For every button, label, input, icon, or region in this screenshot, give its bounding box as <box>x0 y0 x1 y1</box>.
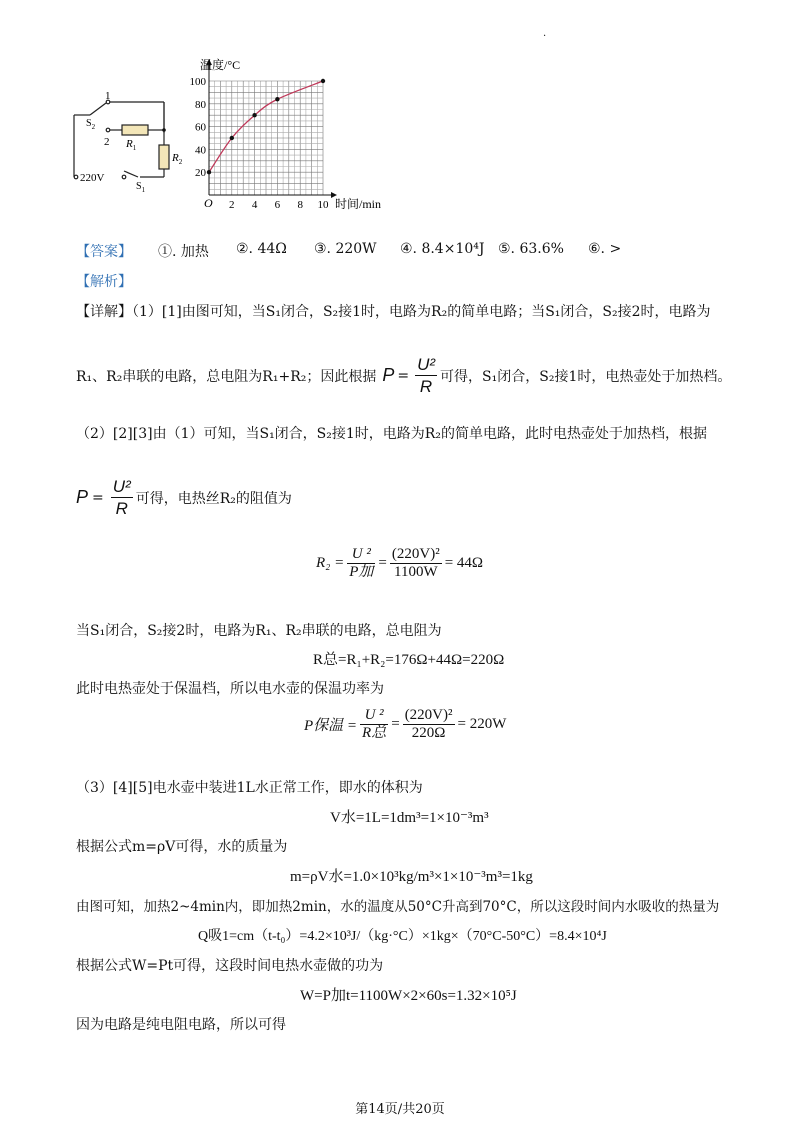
chart-data-point <box>321 79 325 83</box>
answer-item-1: ①. 加热 <box>158 244 209 260</box>
eq3-num-2: (220V)² <box>404 707 453 723</box>
detail-p1b-pre: R₁、R₂串联的电路，总电阻为R₁+R₂；因此根据 <box>76 368 377 385</box>
detail-p1b-post: 可得，S₁闭合，S₂接1时，电热壶处于加热档。 <box>440 368 732 385</box>
circuit-label-s2: $S_2$ <box>86 118 96 131</box>
y-tick-label: 100 <box>190 76 206 88</box>
chart-y-axis-label: 温度/°C <box>200 58 241 72</box>
formula-den-2: R <box>115 499 128 518</box>
eq1-den-1: P加 <box>349 564 374 580</box>
chart-data-point <box>230 136 234 140</box>
chart-grid <box>209 81 323 195</box>
answer-item-5: ⑤. 63.6% <box>498 241 564 257</box>
equation-volume: V水=1L=1dm³=1×10⁻³m³ <box>330 810 489 826</box>
chart-data-point <box>252 113 256 117</box>
y-tick-label: 60 <box>195 121 206 134</box>
detail-p8: 根据公式W=Pt可得，这段时间电热水壶做的功为 <box>76 958 384 974</box>
corner-dot: . <box>543 28 547 39</box>
chart-data-point <box>207 170 211 174</box>
chart-data-point <box>275 97 279 101</box>
x-tick-label: 2 <box>229 199 235 211</box>
formula-eq: = <box>397 367 410 384</box>
eq1-num-1: U ² <box>347 546 375 564</box>
formula-p-2: P <box>76 487 89 507</box>
equation-pkeep <box>304 707 506 742</box>
equation-work: W=P加t=1100W×2×60s=1.32×10⁵J <box>300 988 517 1004</box>
y-tick-label: 40 <box>195 144 206 157</box>
formula-fraction-2 <box>111 476 133 519</box>
detail-p9: 因为电路是纯电阻电路，所以可得 <box>76 1017 286 1033</box>
x-tick-label: 4 <box>251 199 258 211</box>
eq3-den-2: 220Ω <box>411 725 446 741</box>
eq1-den-2: 1100W <box>394 564 438 580</box>
detail-p3: 当S₁闭合，S₂接2时，电路为R₁、R₂串联的电路，总电阻为 <box>76 623 442 639</box>
y-tick-label: 20 <box>195 167 206 180</box>
circuit-label-1: 1 <box>105 90 111 102</box>
answer-label: 【答案】 <box>76 244 132 260</box>
circuit-label-2: 2 <box>104 136 110 148</box>
analysis-label: 【解析】 <box>76 274 132 290</box>
equation-r2 <box>316 546 483 581</box>
eq1-rhs: = 44Ω <box>444 555 484 571</box>
eq3-den-1: R总 <box>362 725 387 741</box>
eq1-frac-1 <box>347 546 375 581</box>
x-tick-label: 8 <box>297 199 303 211</box>
answer-item-3: ③. 220W <box>314 241 377 257</box>
detail-p2b-post: 可得，电热丝R₂的阻值为 <box>135 490 292 507</box>
detail-line-2 <box>76 354 731 397</box>
detail-line-1 <box>76 301 711 321</box>
circuit-label-s1: $S_1$ <box>136 181 146 194</box>
circuit-diagram <box>60 90 190 200</box>
detail-p6: 根据公式m=ρV可得，水的质量为 <box>76 839 288 855</box>
detail-label: 【详解】 <box>76 304 132 320</box>
detail-p1a: （1）[1]由图可知，当S₁闭合，S₂接1时，电路为R₂的简单电路；当S₁闭合，S₂接2时，电路为 <box>132 304 711 320</box>
detail-p5: （3）[4][5]电水壶中装进1L水正常工作，即水的体积为 <box>76 780 423 796</box>
eq3-frac-2 <box>403 707 455 742</box>
formula-den: R <box>419 377 433 396</box>
formula-fraction <box>415 354 437 397</box>
eq3-lhs: P保温 = <box>304 718 358 734</box>
formula-eq-2: = <box>92 489 104 506</box>
circuit-label-r1: $R_1$ <box>126 138 137 152</box>
eq1-lhs: R₂ = <box>316 555 345 571</box>
answer-item-4: ④. 8.4×10⁴J <box>400 241 485 257</box>
eq1-num-2: (220V)² <box>391 546 440 562</box>
chart-origin-label: O <box>204 196 213 210</box>
circuit-label-voltage: 220V <box>80 172 105 184</box>
equation-mass: m=ρV水=1.0×10³kg/m³×1×10⁻³m³=1kg <box>290 869 533 885</box>
formula-num: U² <box>417 355 436 374</box>
page-footer: 第14页/共20页 <box>355 1102 445 1117</box>
detail-p4: 此时电热壶处于保温档，所以电水壶的保温功率为 <box>76 681 384 697</box>
answer-item-6: ⑥. > <box>588 241 622 257</box>
temperature-chart <box>190 55 390 215</box>
answer-row <box>76 241 132 261</box>
y-tick-label: 80 <box>195 98 206 111</box>
x-tick-label: 6 <box>274 199 281 211</box>
eq3-num-1: U ² <box>360 707 388 725</box>
circuit-label-r2: $R_2$ <box>172 152 183 166</box>
eq1-frac-2 <box>390 546 442 581</box>
eq3-rhs: = 220W <box>457 716 507 732</box>
eq1-eq: = <box>378 555 387 571</box>
detail-p2a: （2）[2][3]由（1）可知，当S₁闭合，S₂接1时，电路为R₂的简单电路，此时电热壶处于加热档，根据 <box>76 426 707 442</box>
x-tick-label: 10 <box>317 199 329 211</box>
detail-line-4 <box>76 476 292 519</box>
eq3-frac-1 <box>360 707 388 742</box>
equation-heat: Q吸1=cm（t-t₀）=4.2×10³J/（kg·°C）×1kg×（70°C-50°C）=8.4×10⁴J <box>198 929 607 944</box>
formula-p: P <box>382 365 395 385</box>
detail-p7: 由图可知，加热2~4min内，即加热2min，水的温度从50°C升高到70°C，所以这段时间内水吸收的热量为 <box>76 899 720 915</box>
chart-x-axis-label: 时间/min <box>335 197 382 211</box>
equation-rtotal: R总=R₁+R₂=176Ω+44Ω=220Ω <box>313 652 505 668</box>
formula-num-2: U² <box>112 477 131 496</box>
answer-item-2: ②. 44Ω <box>236 241 287 257</box>
eq3-eq: = <box>391 716 400 732</box>
